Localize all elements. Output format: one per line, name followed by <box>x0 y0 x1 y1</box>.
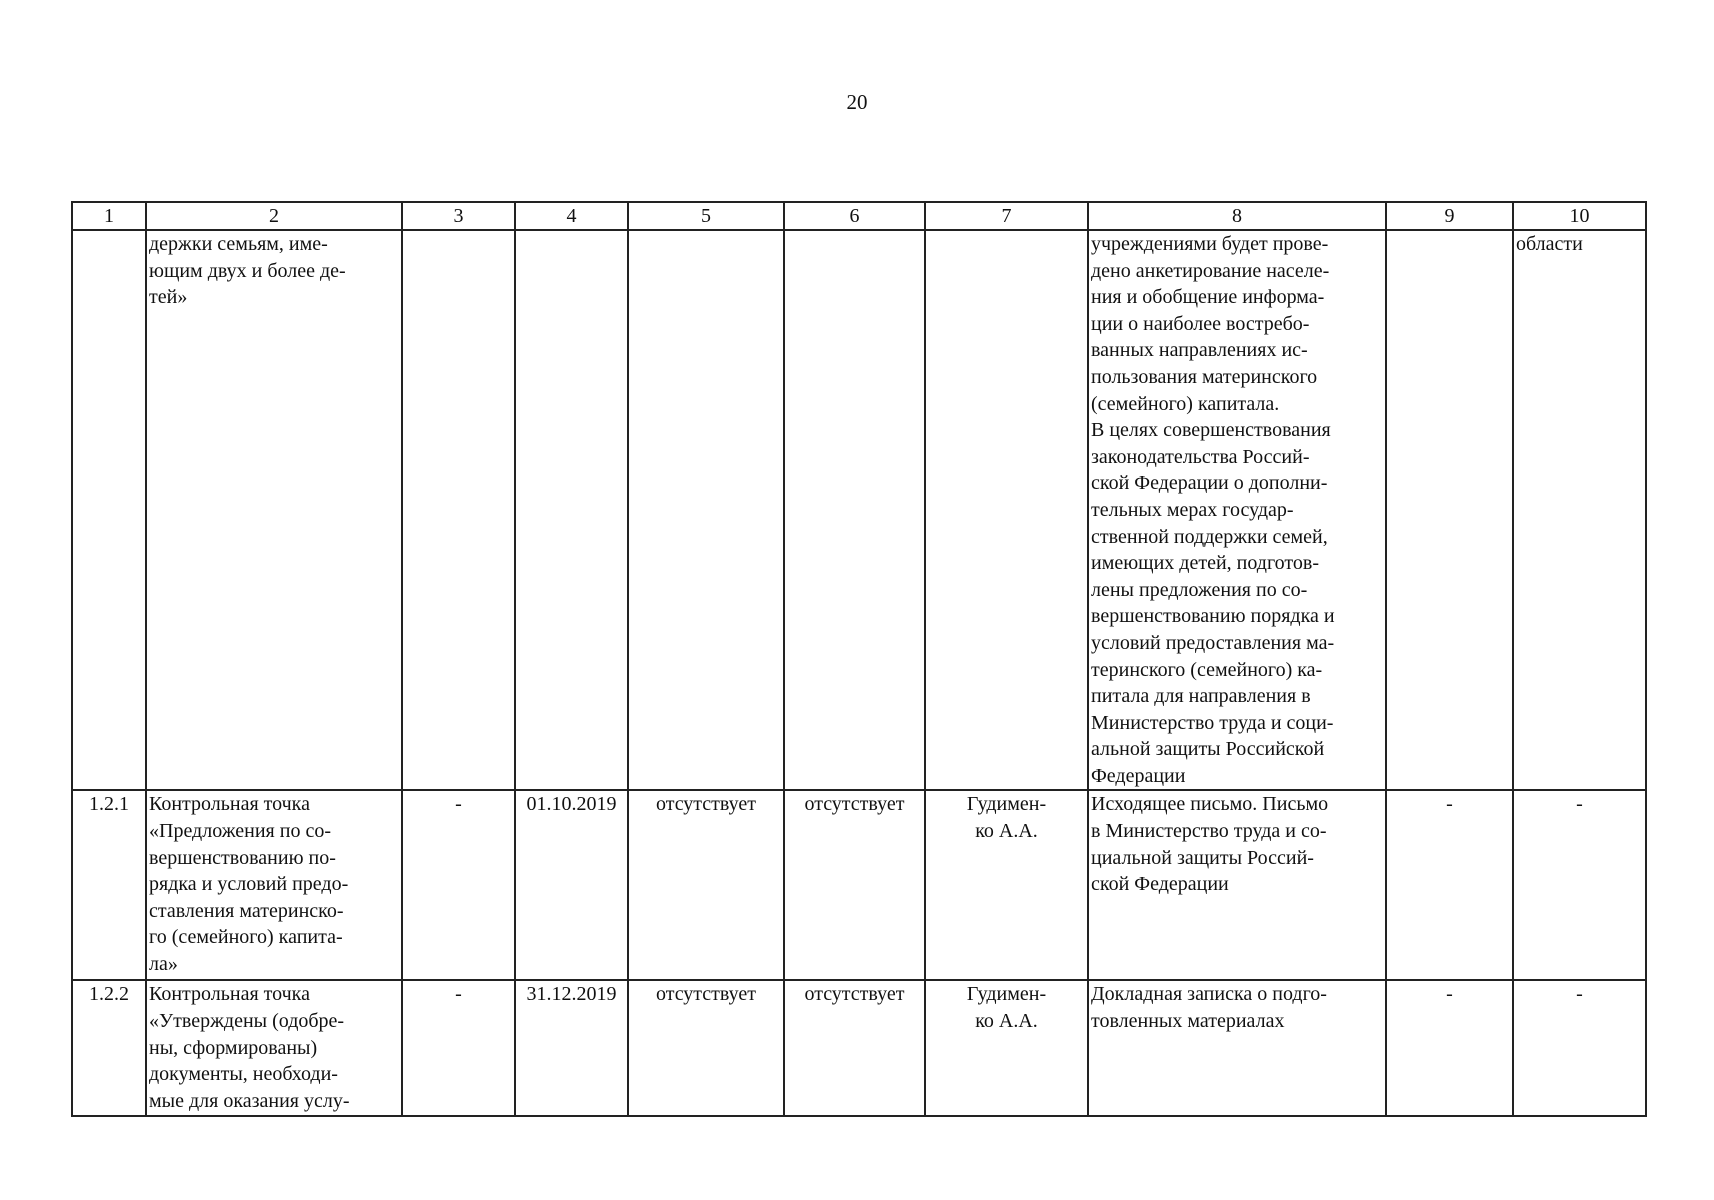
cell-start-date: 31.12.2019 <box>515 980 628 1116</box>
cell-col5 <box>628 230 784 790</box>
cell-description: учреждениями будет прове- дено анкетирование населе- ния и обобщение информа- ции о наиболее востребо- ванных направлениях ис- пользования материнского (семейного) капитала. В целях совершенствования законодательства Россий- ской Федерации о дополни- тельных мерах государ- ственной поддержки семей, имеющих детей, подготов- лены предложения по со- вершенствованию порядка и условий предоставления ма- теринского (семейного) ка- питала для направления в Министерство труда и соци- альной защиты Российской Федерации <box>1088 230 1386 790</box>
cell-description: Исходящее письмо. Письмо в Министерство труда и со- циальной защиты Россий- ской Федерации <box>1088 790 1386 980</box>
table-row <box>72 980 1646 1116</box>
cell-col10: области <box>1513 230 1646 790</box>
document-table <box>71 201 1647 1117</box>
column-header: 10 <box>1513 202 1646 230</box>
cell-col9 <box>1386 230 1513 790</box>
table-row <box>72 790 1646 980</box>
cell-name: Контрольная точка «Утверждены (одобре- ны, сформированы) документы, необходи- мые для оказания услу- <box>146 980 402 1116</box>
cell-col3: - <box>402 980 515 1116</box>
cell-start-date <box>515 230 628 790</box>
cell-number: 1.2.2 <box>72 980 146 1116</box>
cell-col6 <box>784 230 925 790</box>
cell-description: Докладная записка о подго- товленных материалах <box>1088 980 1386 1116</box>
cell-responsible: Гудимен- ко А.А. <box>925 980 1088 1116</box>
column-header: 7 <box>925 202 1088 230</box>
column-header: 9 <box>1386 202 1513 230</box>
column-header: 4 <box>515 202 628 230</box>
column-header: 1 <box>72 202 146 230</box>
column-header: 2 <box>146 202 402 230</box>
cell-number: 1.2.1 <box>72 790 146 980</box>
column-header: 5 <box>628 202 784 230</box>
cell-col9: - <box>1386 980 1513 1116</box>
cell-responsible: Гудимен- ко А.А. <box>925 790 1088 980</box>
cell-col10: - <box>1513 980 1646 1116</box>
cell-responsible <box>925 230 1088 790</box>
cell-col9: - <box>1386 790 1513 980</box>
cell-col5: отсутствует <box>628 790 784 980</box>
cell-col3: - <box>402 790 515 980</box>
column-header: 8 <box>1088 202 1386 230</box>
header-row <box>72 202 1646 230</box>
page-number: 20 <box>846 90 868 114</box>
cell-name: держки семьям, име- ющим двух и более де- тей» <box>146 230 402 790</box>
column-header: 6 <box>784 202 925 230</box>
cell-col3 <box>402 230 515 790</box>
cell-start-date: 01.10.2019 <box>515 790 628 980</box>
cell-col6: отсутствует <box>784 790 925 980</box>
cell-col6: отсутствует <box>784 980 925 1116</box>
cell-name: Контрольная точка «Предложения по со- вершенствованию по- рядка и условий предо- ставления материнско- го (семейного) капита- ла» <box>146 790 402 980</box>
column-header: 3 <box>402 202 515 230</box>
cell-number <box>72 230 146 790</box>
cell-col10: - <box>1513 790 1646 980</box>
cell-col5: отсутствует <box>628 980 784 1116</box>
table-row <box>72 230 1646 790</box>
